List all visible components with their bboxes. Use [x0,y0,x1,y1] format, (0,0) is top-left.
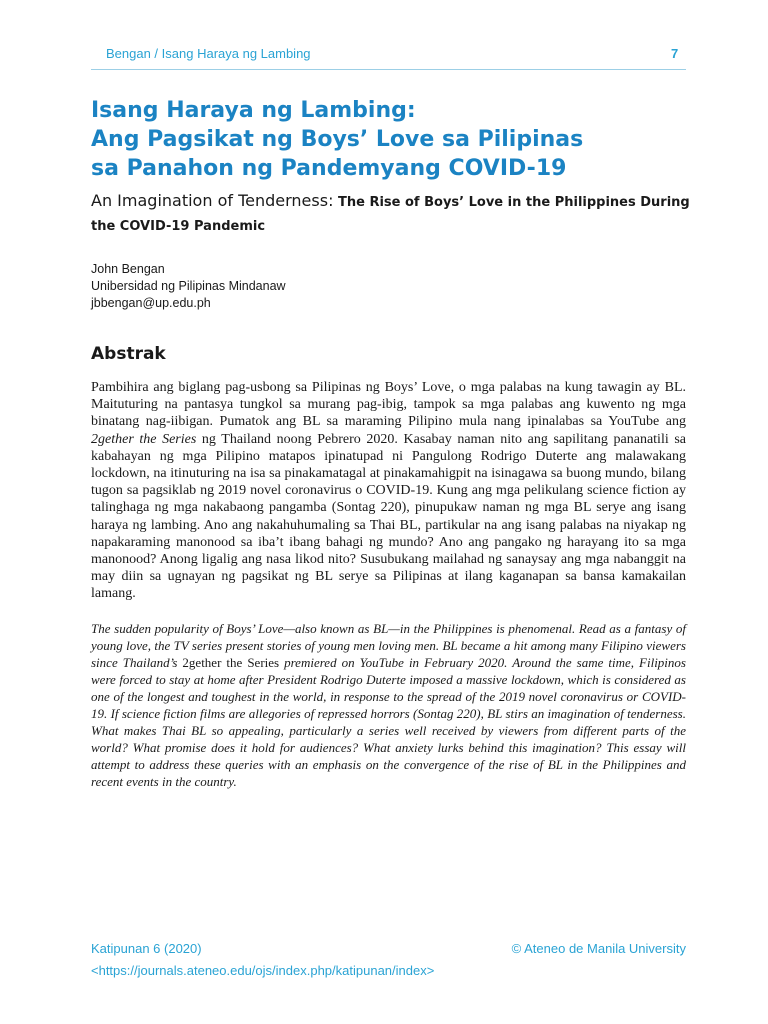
abstract-filipino [91,379,686,603]
title-line: Ang Pagsikat ng Boys’ Love sa Pilipinas [91,127,584,152]
author-affiliation: Unibersidad ng Pilipinas Mindanaw [91,279,286,293]
abstract-text-part: Pambihira ang biglang pag-usbong sa Pilipinas ng Boys’ Love, o mga palabas na kung tawagin ay BL. Maituturing na pantasya tungkol sa murang pag-ibig, tampok sa mga palabas ang kuwento ng mga binatang nag-iibigan. Pumatok ang BL sa maraming Pilipino mula nang ipinalabas sa YouTube ang [91,380,686,430]
title-line: Isang Haraya ng Lambing: [91,98,416,123]
journal-url[interactable]: <https://journals.ateneo.edu/ojs/index.php/katipunan/index> [91,963,435,978]
running-head [0,46,768,66]
english-subtitle [91,189,691,238]
abstract-english [91,620,686,790]
header-rule [91,69,686,70]
footer-citation [91,938,434,982]
abstract-text-part: ng Thailand noong Pebrero 2020. Kasabay naman nito ang sapilitang pananatili sa kabahayan ng mga Pilipino matapos ipinatupad ni Pangulong Rodrigo Duterte ang malawakang lockdown, na itinuturing na isa sa pinakamatagal at pinakamahigpit na isinagawa sa buong mundo, bilang tugon sa pagsiklab ng 2019 novel coronavirus o COVID-19. Kung ang mga pelikulang science fiction ay talinghaga ng mga nakabaong pangamba (Sontag 220), pinupukaw naman ng mga BL serye ang isang haraya ng lambing. Ano ang nakahuhumaling sa Thai BL, partikular na ang isang palabas na niyakap ng napakaraming manonood sa iba’t ibang bahagi ng mundo? Ano ang pangako ng harayang ito sa mga manonood? Anong ligalig ang nasa likod nito? Susubukang mailahad ng sanaysay ang mga nabanggit na may diin sa ugnayan ng pagsikat ng BL serye sa Pilipinas at ilang kaganapan sa bansa kamakailan lamang. [91,431,686,602]
abstract-en-part: premiered on YouTube in February 2020. Around the same time, Filipinos were forced to stay at home after President Rodrigo Duterte imposed a massive lockdown, which is considered as one of the longest and toughest in the world, in response to the spread of the 2019 novel coronavirus or COVID-19. If science fiction films are allegories of repressed horrors (Sontag 220), BL stirs an imagination of tenderness. What makes Thai BL so appealing, particularly a series well received by viewers from different parts of the world? What promise does it hold for audiences? What anxiety lurks behind this imagination? This essay will attempt to address these queries with an emphasis on the convergence of the rise of BL in the Philippines and recent events in the country. [91,655,686,789]
copyright-notice: © Ateneo de Manila University [511,941,686,956]
running-head-title: Bengan / Isang Haraya ng Lambing [106,46,311,61]
abstract-heading: Abstrak [91,344,166,364]
abstract-en-part: The sudden popularity of Boys’ Love—also known as BL—in the Philippines is phenomenal. Read as a fantasy of young love, the TV series present stories of young men loving men. BL became a hit among many Filipino viewers since Thailand’s [91,621,686,670]
series-title: 2gether the Series [91,431,197,447]
series-title-en: 2gether the Series [182,655,280,670]
author-block [91,261,286,312]
author-name: John Bengan [91,262,165,276]
author-email[interactable]: jbbengan@up.edu.ph [91,296,211,310]
subtitle-lead: An Imagination of Tenderness: [91,191,334,210]
title-line: sa Panahon ng Pandemyang COVID-19 [91,156,567,181]
journal-issue: Katipunan 6 (2020) [91,941,202,956]
subtitle-rest: The Rise of Boys’ Love in the Philippines During the COVID-19 Pandemic [91,195,690,234]
article-title [91,96,691,183]
page-number: 7 [671,46,679,61]
